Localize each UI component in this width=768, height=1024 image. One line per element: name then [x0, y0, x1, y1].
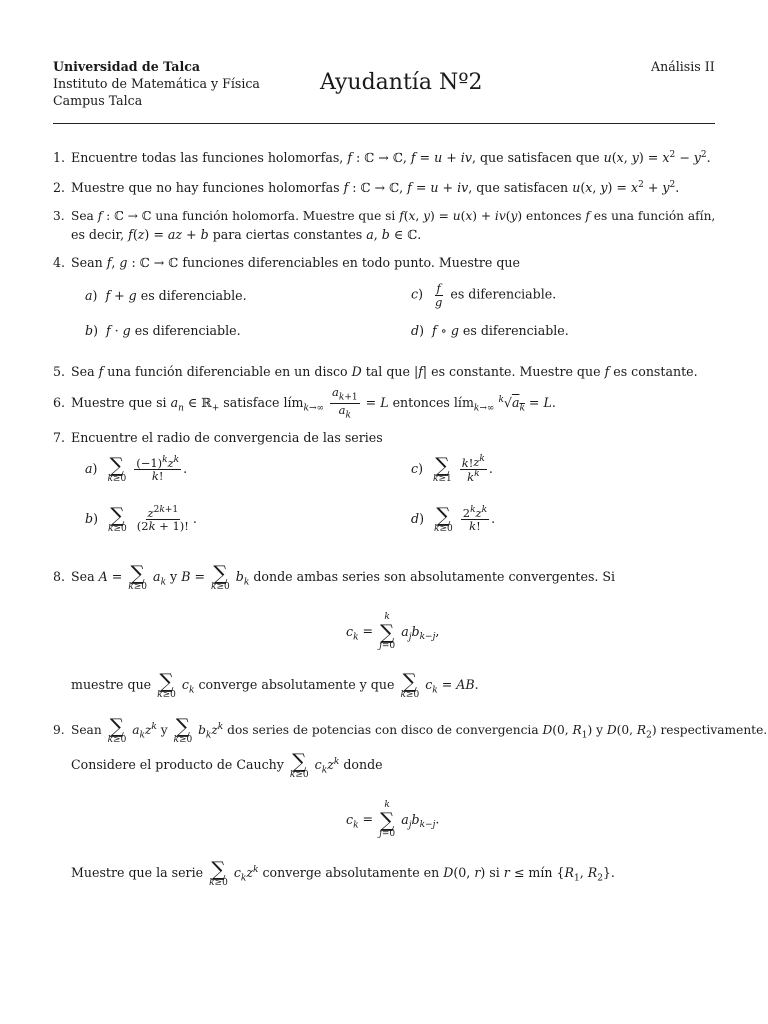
problem-9: 9. Sean ∑ k≥0 $a_kz^k$ y ∑ k≥0 $b_kz^k$ dos series de potencias con disco de convergencia D(0, $R_1$) y D(0, $R_2$) respectivamente.: [53, 714, 768, 745]
problem-8-formula: $c_k$ = k ∑ j=0 $a_jb_{k-j}$,: [346, 612, 440, 651]
page-title: Ayudantía Nº2: [320, 70, 483, 95]
problem-4c: c) $\frac{f}{g}$ es diferenciable.: [411, 281, 557, 309]
problem-9-conclusion: Muestre que la serie ∑ k≥0 $c_kz^k$ converge absolutamente en D(0, r) si r ≤ mín {$R_1$, $R_2$}.: [71, 857, 615, 888]
header-divider: [53, 123, 715, 124]
problem-4d: d) f ∘ g es diferenciable.: [411, 323, 569, 338]
problem-3: 3. Sea f : ℂ → ℂ una función holomorfa. Muestre que si f(x, y) = u(x) + iv(y) entonces f es una función afín,: [53, 209, 716, 223]
problem-7: 7. Encuentre el radio de convergencia de las series: [53, 430, 383, 445]
institute-name: Instituto de Matemática y Física: [53, 76, 260, 91]
problem-8: 8. Sea A = ∑ k≥0 $a_k$ y B = ∑ k≥0 $b_k$ donde ambas series son absolutamente convergentes. Si: [53, 561, 616, 592]
problem-2: 2. Muestre que no hay funciones holomorfas f : ℂ → ℂ, f = u + iv, que satisfacen u(x, $y) = x^2 + y^2$.: [53, 180, 680, 196]
course-name: Análisis II: [651, 59, 715, 74]
problem-4b: b) f · g es diferenciable.: [85, 323, 241, 338]
problem-7b: b) ∑ k≥0 $\frac{z^{2k+1}}{(2k + 1)!}$ .: [85, 503, 197, 534]
problem-9-line-2: Considere el producto de Cauchy ∑ k≥0 $c_kz^k$ donde: [71, 749, 383, 780]
problem-8-conclusion: muestre que ∑ k≥0 $c_k$ converge absolutamente y que ∑ k≥0 $c_k$ = AB.: [71, 669, 479, 700]
campus-name: Campus Talca: [53, 93, 143, 108]
university-name: Universidad de Talca: [53, 59, 201, 74]
problem-6: 6. Muestre que si $a_n$ ∈ ℝ$_+$ satisface lím$_{k\to\infty}$ $\frac{a_{k+1}}{a_k}$ = L entonces lím$_{k\to\infty}$ $^k√a_k = L$.: [53, 385, 556, 421]
problem-3-line-2: es decir, f(z) = az + b para ciertas constantes a, b ∈ ℂ.: [71, 227, 422, 242]
problem-7c: c) ∑ k≥1 $\frac{k!z^k}{k^k}$ .: [411, 453, 493, 484]
problem-7a: a) ∑ k≥0 $\frac{(-1)^kz^k}{k!}$ .: [85, 453, 188, 484]
problem-4: 4. Sean f, g : ℂ → ℂ funciones diferenciables en todo punto. Muestre que: [53, 255, 520, 270]
problem-9-formula: $c_k$ = k ∑ j=0 $a_jb_{k-j}$.: [346, 800, 440, 839]
problem-7d: d) ∑ k≥0 $\frac{2^kz^k}{k!}$ .: [411, 503, 496, 534]
problem-5: 5. Sea f una función diferenciable en un disco D tal que |f| es constante. Muestre que f es constante.: [53, 364, 698, 379]
problem-4a: a) f + g es diferenciable.: [85, 288, 247, 303]
problem-1: 1. Encuentre todas las funciones holomorfas, f : ℂ → ℂ, f = u + iv, que satisfacen que u(x, $y) = x^2 - y^2$.: [53, 150, 711, 166]
